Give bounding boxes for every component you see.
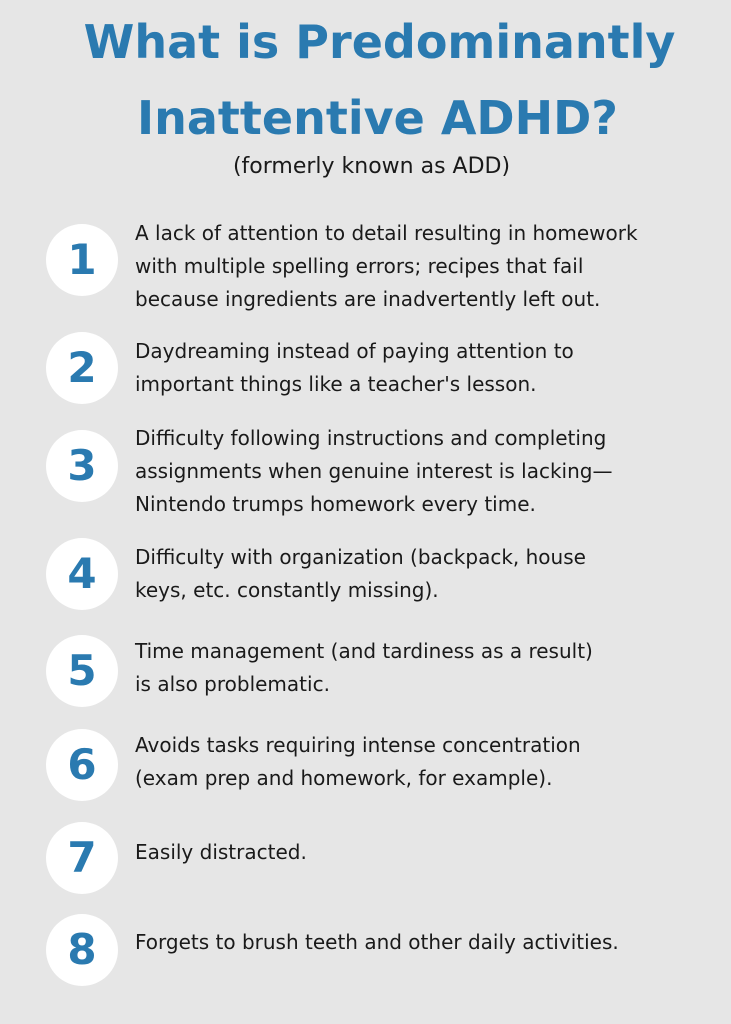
list-item-text: Daydreaming instead of paying attention to important things like a teacher's lesson. bbox=[135, 339, 574, 396]
list-item-text: Avoids tasks requiring intense concentration (exam prep and homework, for example). bbox=[135, 733, 581, 790]
number-badge: 8 bbox=[46, 914, 118, 986]
number-badge: 5 bbox=[46, 635, 118, 707]
list-item-text: A lack of attention to detail resulting in homework with multiple spelling errors; recipes that fail because ingredients are inadvertently left out. bbox=[135, 221, 638, 311]
number-badge: 1 bbox=[46, 224, 118, 296]
list-item-text: Time management (and tardiness as a result) is also problematic. bbox=[135, 639, 593, 696]
page-title-line-2: Inattentive ADHD? bbox=[137, 91, 618, 145]
number-badge: 3 bbox=[46, 430, 118, 502]
number-badge: 2 bbox=[46, 332, 118, 404]
list-item-text: Easily distracted. bbox=[135, 840, 307, 864]
number-badge: 6 bbox=[46, 729, 118, 801]
page-subtitle: (formerly known as ADD) bbox=[232, 154, 511, 179]
number-badge: 4 bbox=[46, 538, 118, 610]
number-badge: 7 bbox=[46, 822, 118, 894]
list-item-text: Difficulty with organization (backpack, house keys, etc. constantly missing). bbox=[135, 545, 586, 602]
list-item-text: Forgets to brush teeth and other daily activities. bbox=[135, 930, 619, 954]
page-title-line-1: What is Predominantly bbox=[83, 15, 676, 69]
list-item-text: Difficulty following instructions and completing assignments when genuine interest is lacking— Nintendo trumps homework every time. bbox=[135, 426, 613, 516]
